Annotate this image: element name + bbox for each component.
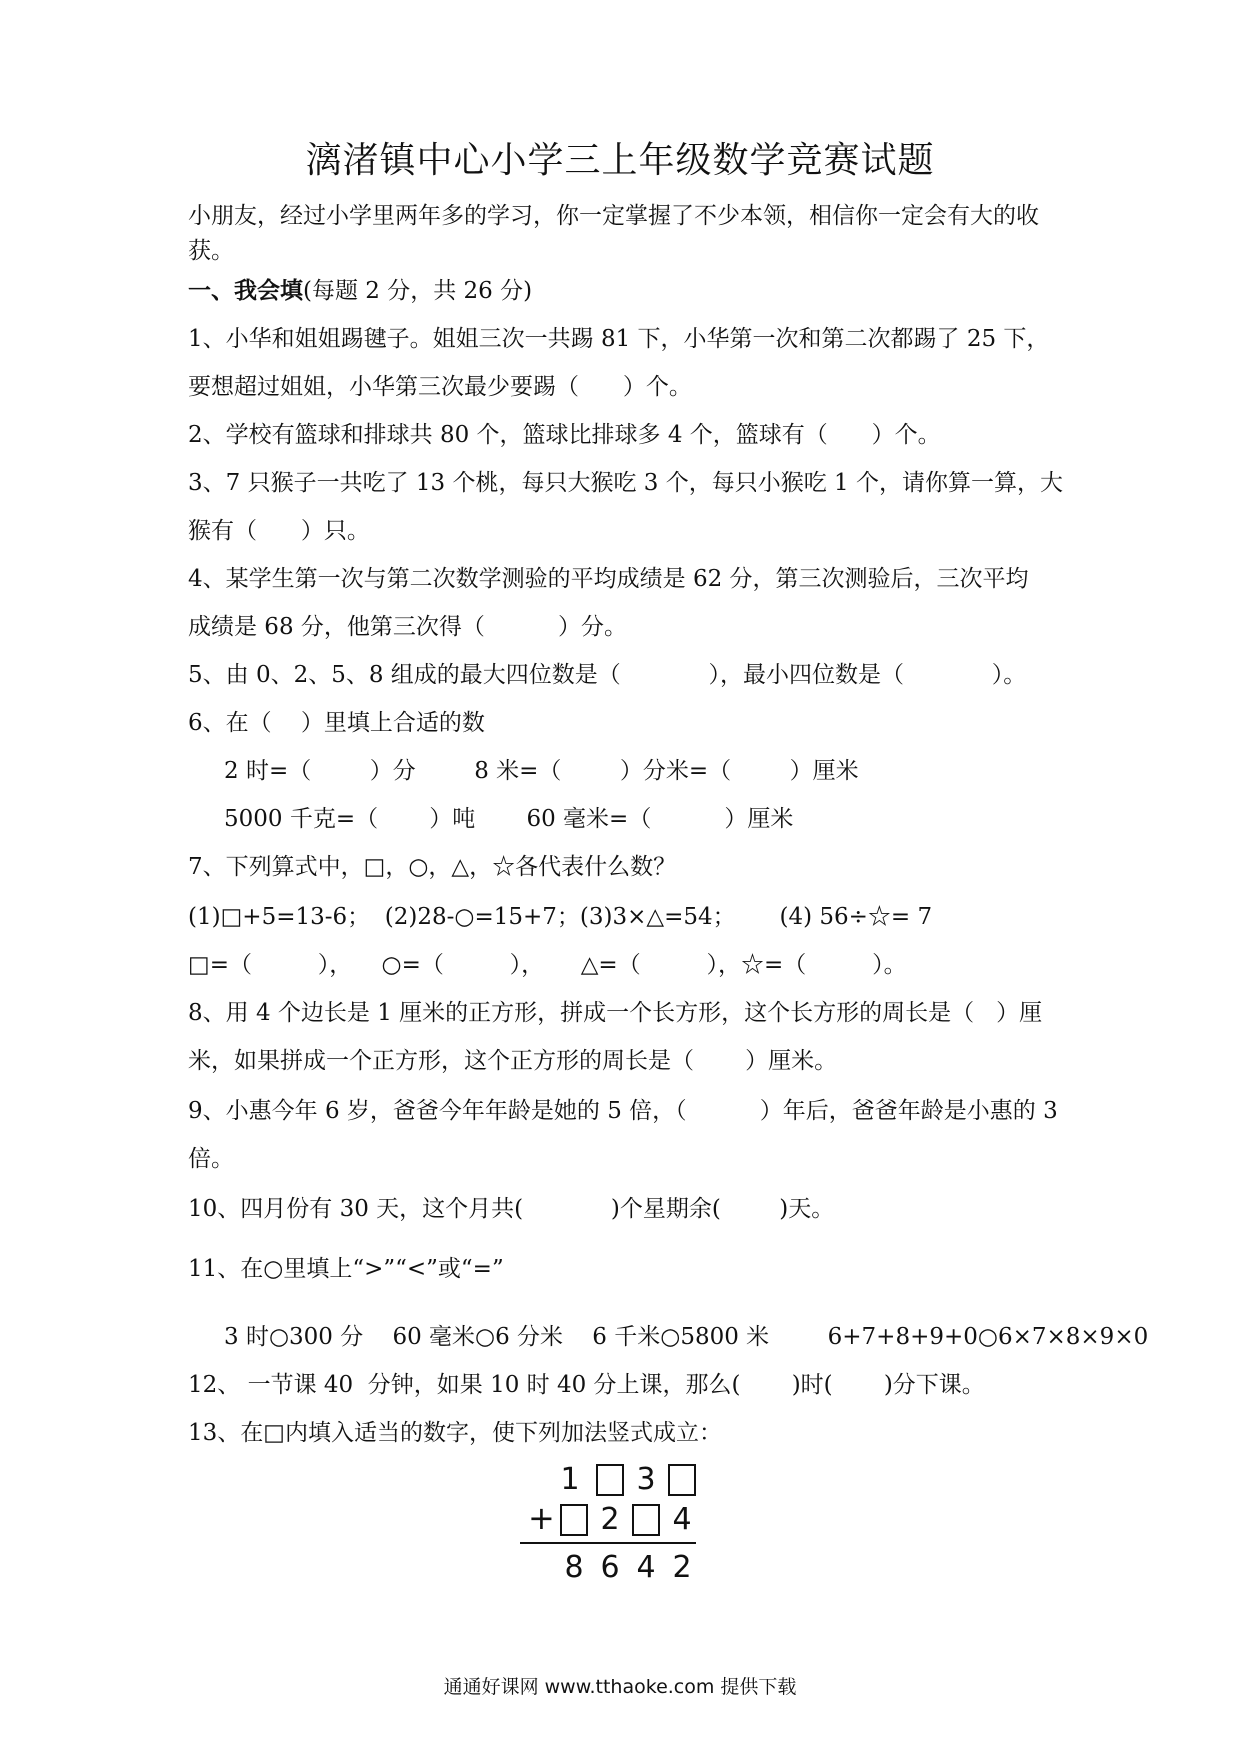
question-11-row: 3 时○300 分 60 毫米○6 分米 6 千米○5800 米 6+7+8+9+0○6×7×8×9×0: [224, 1324, 1149, 1350]
question-2: 2、学校有篮球和排球共 80 个，篮球比排球多 4 个，篮球有（ ）个。: [188, 422, 941, 448]
question-7-equations: (1)□+5=13-6； (2)28-○=15+7；(3)3×△=54； (4) 56÷☆= 7: [188, 904, 933, 930]
question-7-answers: □=（ ）， ○=（ ）， △=（ ），☆=（ ）。: [188, 952, 907, 978]
addend-2-digit-4: 4: [672, 1502, 692, 1537]
question-4-line-2: 成绩是 68 分，他第三次得（ ）分。: [188, 614, 627, 640]
page-title: 漓渚镇中心小学三上年级数学竞赛试题: [305, 140, 935, 181]
addend-1-digit-3: 3: [636, 1462, 656, 1497]
intro-line-1: 小朋友，经过小学里两年多的学习，你一定掌握了不少本领，相信你一定会有大的收: [188, 203, 1039, 229]
footer-source: 通通好课网 www.tthaoke.com 提供下载: [443, 1676, 797, 1698]
plus-sign: +: [528, 1499, 555, 1537]
question-6: 6、在（ ）里填上合适的数: [188, 710, 485, 736]
question-9-line-2: 倍。: [188, 1146, 234, 1172]
question-6-row-1: 2 时=（ ）分 8 米=（ ）分米=（ ）厘米: [224, 758, 859, 784]
question-8-line-2: 米，如果拼成一个正方形，这个正方形的周长是（ ）厘米。: [188, 1048, 838, 1074]
sum-digit: 8: [564, 1550, 584, 1585]
question-6-row-2: 5000 千克=（ ）吨 60 毫米=（ ）厘米: [224, 806, 794, 832]
addend-1-digit-1: 1: [560, 1462, 580, 1497]
question-7: 7、下列算式中，□，○，△，☆各代表什么数？: [188, 854, 677, 880]
question-3-line-1: 3、7 只猴子一共吃了 13 个桃，每只大猴吃 3 个，每只小猴吃 1 个，请你算一算，大: [188, 470, 1063, 496]
question-1-line-1: 1、小华和姐姐踢毽子。姐姐三次一共踢 81 下，小华第一次和第二次都踢了 25 下，: [188, 326, 1050, 352]
sum-digit: 6: [600, 1550, 620, 1585]
question-9-line-1: 9、小惠今年 6 岁，爸爸今年年龄是她的 5 倍，（ ）年后，爸爸年龄是小惠的 3: [188, 1098, 1058, 1124]
sum-digit: 4: [636, 1550, 656, 1585]
question-11: 11、在○里填上“>”“<”或“=”: [188, 1256, 504, 1282]
addend-2-digit-2: 2: [600, 1502, 620, 1537]
section-note: (每题 2 分，共 26 分): [303, 278, 533, 304]
question-12: 12、 一节课 40 分钟，如果 10 时 40 分上课，那么( )时( )分下课。: [188, 1372, 985, 1398]
vertical-addition: [520, 1462, 706, 1592]
question-4-line-1: 4、某学生第一次与第二次数学测验的平均成绩是 62 分，第三次测验后，三次平均: [188, 566, 1029, 592]
addend-1-blank-box[interactable]: [668, 1464, 696, 1496]
addend-1-blank-box[interactable]: [596, 1464, 624, 1496]
question-10: 10、四月份有 30 天，这个月共( )个星期余( )天。: [188, 1196, 835, 1222]
sum-digit: 2: [672, 1550, 692, 1585]
section-heading: 一、我会填: [188, 277, 303, 304]
question-1-line-2: 要想超过姐姐，小华第三次最少要踢（ ）个。: [188, 374, 692, 400]
question-5: 5、由 0、2、5、8 组成的最大四位数是（ ），最小四位数是（ ）。: [188, 662, 1027, 688]
addend-2-blank-box[interactable]: [632, 1504, 660, 1536]
question-3-line-2: 猴有（ ）只。: [188, 518, 370, 544]
intro-line-2: 获。: [188, 238, 234, 264]
question-8-line-1: 8、用 4 个边长是 1 厘米的正方形，拼成一个长方形，这个长方形的周长是（ ）厘: [188, 1000, 1043, 1026]
addend-2-blank-box[interactable]: [560, 1504, 588, 1536]
section-heading-row: [188, 272, 532, 305]
question-13: 13、在□内填入适当的数字，使下列加法竖式成立：: [188, 1420, 722, 1446]
sum-rule: [520, 1542, 696, 1544]
